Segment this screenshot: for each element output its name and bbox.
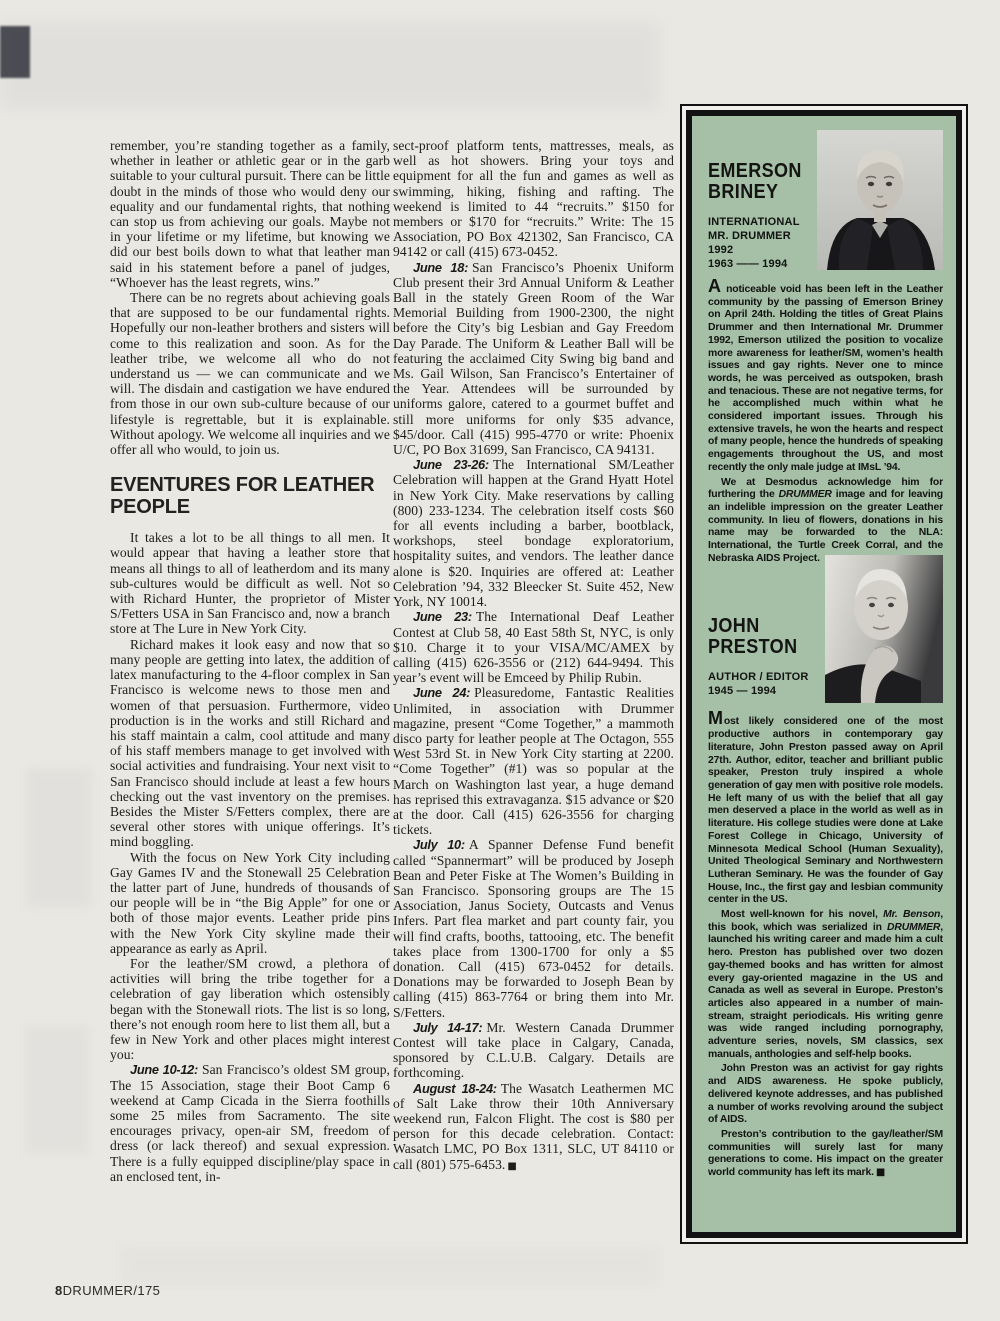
memorial-text: , this book, which was serialized in: [708, 909, 943, 933]
issue-label: DRUMMER/175: [62, 1283, 161, 1298]
memorial-paragraph: [708, 1129, 943, 1180]
memorial-text: We at Desmodus acknowledge him for furthering the: [708, 476, 943, 501]
memorial-paragraph: John Preston was an activist for gay rights and AIDS awareness. He spoke publicly, delivered keynote addresses, and has published a number of works revolving around the subject of AIDS.: [708, 1063, 943, 1126]
memorial-text: Most well-known for his novel,: [721, 909, 884, 921]
article-middle-column: [393, 138, 674, 1174]
body-paragraph: sect-proof platform tents, mattresses, meals, as well as hot showers. Bring your toys and equipment for all the fun and games as well as swimming, hiking, fishing and rafting. The weekend is limited to 44 “recruits.” $150 for members or $170 for “recruits.” Write: The 15 Association, PO Box 421302, San Francisco, CA 94142 or call (415) 673-0452.: [393, 138, 674, 260]
memorial-header: [708, 130, 943, 271]
bleed-artifact: [120, 1246, 660, 1286]
memorial-header-text: [708, 130, 817, 271]
event-date: June 24:: [413, 685, 471, 701]
memorial-header-text: [708, 579, 809, 703]
event-date: June 10-12:: [130, 1062, 198, 1078]
article-left-column: [110, 138, 390, 1184]
drummer-wordmark: DRUMMER: [887, 921, 941, 933]
event-date: June 23:: [413, 609, 472, 625]
drop-cap: A: [708, 276, 721, 296]
event-paragraph: [393, 1020, 674, 1081]
memorial-title-line: INTERNATIONAL: [708, 216, 800, 228]
memorial-text: , launched his writing career and made him a cult hero. Preston has published over two dozen gay-themed books and has written for almost every gay-oriented magazine in the US and Canada as well as several in Europe. Preston’s articles also appeared in a number of main-stream, straight periodicals. His writing genre was wide ranged including pornography, adventure series, novels, SM classics, sex manuals, anthologies and self-help books.: [708, 921, 943, 1060]
emerson-photo: [817, 130, 943, 271]
memorial-text: Preston’s contribution to the gay/leather/SM communities will surely last for many generations to come. His impact on the greater world community has left its mark.: [708, 1128, 943, 1179]
memorial-box: [680, 104, 968, 1244]
memorial-years: 1945 — 1994: [708, 685, 777, 698]
preston-photo: [825, 555, 943, 703]
memorial-title: [708, 670, 809, 684]
bleed-artifact: [0, 26, 30, 78]
event-date: June 23-26:: [413, 457, 489, 473]
memorial-paragraph: [708, 477, 943, 566]
memorial-years: 1963 —— 1994: [708, 258, 788, 270]
event-paragraph: [393, 1081, 674, 1174]
page-footer: [55, 1283, 160, 1298]
event-text: The International Deaf Leather Contest at Club 58, 40 East 58th St, NYC, is only $10. Charge it to your VISA/MC/AMEX by calling (415) 626-3556 or (212) 644-9494. This year’s event will be Emceed by Philip Rubin.: [393, 609, 674, 686]
body-paragraph: Richard makes it look easy and now that so many people are getting into latex, the addition of latex manufacturing to the 4-floor complex in San Francisco is welcome news to those men and women of that persuasion. Furthermore, video production is in the works and still Richard and his staff maintain a calm, cool attitude and many of his staff members manage to get involved with social activities and fundraising. Your next visit to San Francisco should include at least a few hours checking out the vast inventory on the premises. Besides the Mister S/Fetters complex, there are several other stores with unique offerings. It’s mind boggling.: [110, 636, 390, 850]
event-paragraph: [393, 837, 674, 1019]
body-paragraph: There can be no regrets about achieving goals that are supposed to be our fundamental rights. Hopefully our non-leather brothers and sisters will come to this realization and soon. As for the leather tribe, we welcome all who do not understand us — we can communicate and we will. The disdain and castigation we have endured from those in our own sub-culture because of our lifestyle is regrettable, but it is explainable. Without apology. We welcome all inquiries and we offer all who would, to join us.: [110, 290, 390, 458]
event-text: The Wasatch Leathermen MC of Salt Lake throw their 10th Anniversary weekend run, Falcon Flight. The cost is $80 per person for this decade celebration. Contact: Wasatch LMC, PO Box 1311, SLC, UT 84110 or call (801) 575-6453.: [393, 1080, 674, 1172]
memorial-john-preston: [708, 579, 943, 1179]
memorial-emerson-briney: [708, 130, 943, 565]
page-number: 8: [55, 1283, 63, 1298]
memorial-title: [708, 215, 817, 257]
memorial-text: image and for leaving an indelible impression on the greater Leather community. In lieu of flowers, donations in his name may be forwarded to the NLA: International, the Turtle Creek Corral, and the Nebraska AIDS Project.: [708, 489, 944, 564]
event-text: The International SM/Leather Celebration will happen at the Grand Hyatt Hotel in New York City. Make reservations by calling (800) 233-1234. The celebration itself costs $60 for all events including a barber, bootblack, workshops, steel bondage exploratorium, hospitality suites, and vendors. The leather dance alone is $20. Inquiries are offered at: Leather Celebration ’94, 332 Bleecker St. Suite 452, New York, NY 10014.: [393, 457, 674, 610]
memorial-name-line: JOHN: [708, 614, 760, 637]
event-paragraph: [110, 1062, 390, 1184]
memorial-paragraph: [708, 276, 943, 475]
memorial-name: [708, 615, 809, 656]
memorial-name-line: EMERSON: [708, 158, 802, 182]
memorial-name-line: PRESTON: [708, 635, 798, 658]
memorial-title-line: AUTHOR / EDITOR: [708, 671, 809, 684]
body-paragraph: It takes a lot to be all things to all men. It would appear that having a leather store that means all things to all of leatherdom and its many sub-cultures would be difficult as well. Not so with Richard Hunter, the proprietor of Mister S/Fetters USA in San Francisco and, now a branch store at The Lure in New York City.: [110, 530, 390, 637]
book-title: Mr. Benson: [883, 909, 941, 921]
event-paragraph: [393, 609, 674, 685]
body-paragraph: With the focus on New York City including Gay Games IV and the Stonewall 25 Celebration the latter part of June, hundreds of thousands of our people will be in “the Big Apple” for one or both of those major events. Leather pride pins with the New York City skyline made their appearance as early as April.: [110, 849, 390, 956]
event-text: A Spanner Defense Fund benefit called “Spannermart” will be produced by Joseph Bean and Peter Fiske at The Women’s Building in San Francisco. Sponsoring groups are The 15 Association, Janus Society, Outcasts and Venus Infers. Part flea market and part county fair, you will find crafts, booths, tattooing, etc. The benefit takes place from 1300-1700 for only a $5 donation. Call (415) 673-0452 for details. Donations may be forwarded to Joseph Bean by calling (415) 863-7764 or bring them into Mr. S/Fetters.: [393, 837, 674, 1020]
memorial-name: [708, 160, 817, 201]
drummer-wordmark: DRUMMER: [778, 489, 832, 501]
event-date: June 18:: [413, 259, 469, 275]
memorial-paragraph: [708, 909, 943, 1061]
memorial-text: noticeable void has been left in the Leather community by the passing of Emerson Briney on April 24th. Holding the titles of Great Plains Drummer and then International Mr. Drummer 1992, Emerson utilized the position to vocalize more awareness for leather/SM, women’s health issues and gay rights. Never one to mince words, he was perceived as outspoken, brash and tenacious. These are not negative terms, for he accomplished much within what he considered important issues. Through his extensive travels, he won the hearts and respect of many people, hence the hundreds of speaking engagements throughout the US, and most recently the only male judge at IMsL ’94.: [708, 284, 943, 473]
memorial-panel: [686, 110, 962, 1238]
event-text: Pleasuredome, Fantastic Realities Unlimited, in association with Drummer magazine, present “Come Together,” a mammoth disco party for leather people at The Octagon, 555 West 53rd St. in New York City starting at 2200. “Come Together” (#1) was so popular at the March on Washington last year, a huge demand has reprised this extravaganza. $15 advance or $20 at the door. Call (415) 626-3556 for charging tickets.: [393, 685, 674, 838]
section-heading: EVENTURES FOR LEATHER PEOPLE: [110, 474, 375, 519]
event-paragraph: [393, 260, 674, 458]
memorial-title-line: MR. DRUMMER 1992: [708, 230, 791, 256]
end-mark-icon: ■: [875, 1167, 886, 1179]
bleed-artifact: [24, 1025, 90, 1155]
event-paragraph: [393, 457, 674, 609]
memorial-header: [708, 579, 943, 703]
event-text: Mr. Western Canada Drummer Contest will take place in Calgary, Canada, sponsored by C.L.U.B. Calgary. Details are forthcoming.: [393, 1019, 674, 1081]
event-date: July 14-17:: [413, 1019, 483, 1035]
memorial-paragraph: [708, 708, 943, 907]
drop-cap: M: [708, 708, 723, 729]
event-date: August 18-24:: [413, 1080, 497, 1096]
bleed-artifact: [0, 22, 660, 110]
body-paragraph: remember, you’re standing together as a family, whether in leather or athletic gear or in the garb suitable to your cultural pursuit. There can be little doubt in the minds of those who would deny our equality and our fundamental rights, that nothing can stop us from achieving our goals. Maybe not in your lifetime or my lifetime, but knowing we did our best boils down to what that leather man said in his statement before a panel of judges, “Whoever has the least regrets, wins.”: [110, 138, 390, 290]
memorial-name-line: BRINEY: [708, 179, 779, 202]
event-text: San Francisco’s Phoenix Uniform Club present their 3rd Annual Uniform & Leather Ball in the stately Green Room of the War Memorial Building from 1900-2300, the night before the City’s big Lesbian and Gay Freedom Day Parade. The Uniform & Leather Ball will be featuring the acclaimed City Swing big band and Ms. Gail Wilson, San Francisco’s Entertainer of the Year. Attendees will be surrounded by uniforms galore, catered to a gourmet buffet and still more uniforms for only $35 advance, $45/door. Call (415) 995-4770 or write: Phoenix U/C, PO Box 31699, San Francisco, CA 94131.: [393, 259, 674, 458]
event-paragraph: [393, 685, 674, 837]
event-date: July 10:: [413, 837, 465, 853]
event-text: San Francisco’s oldest SM group, The 15 Association, stage their Boot Camp 6 weekend at Camp Cicada in the Sierra foothills some 25 miles from Sacramento. The site encourages privacy, open-air SM, freedom of dress (or lack thereof) and sexual expression. There is a fully equipped discipline/play space in an enclosed tent, in-: [110, 1062, 390, 1184]
body-paragraph: For the leather/SM crowd, a plethora of activities will bring the tribe together for a celebration of gay liberation which ostensibly began with the Stonewall riots. The list is so long, there’s not enough room here to list them all, but a few in New York and other places might interest you:: [110, 955, 390, 1063]
bleed-artifact: [26, 768, 92, 908]
memorial-text: ost likely considered one of the most productive authors in contemporary gay literature, John Preston passed away on April 27th. Author, editor, teacher and brilliant public speaker, Preston truly inspired a whole generation of gay men with positive role models. He left many of us with the belief that all gay men deserved a place in the world as well as in literature. His college studies were done at Lake Forest College in Chicago, University of Minnesota Medical School (Human Sexuality), United Theological Seminary and Northwestern Lutheran Seminary. He was the founder of Gay House, Inc., the first gay and lesbian community center in the US.: [708, 716, 943, 906]
end-mark-icon: ■: [507, 1160, 517, 1172]
